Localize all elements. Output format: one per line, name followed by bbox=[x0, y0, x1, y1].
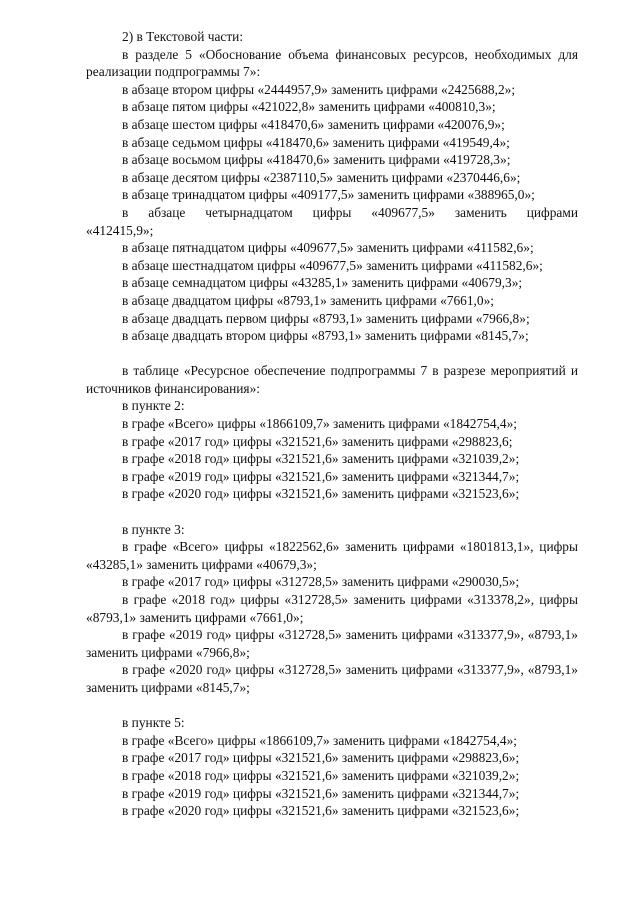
list-item: в графе «2018 год» цифры «312728,5» заменить цифрами «313378,2», цифры «8793,1» заменить цифрами «7661,0»; bbox=[86, 592, 578, 625]
list-item: в абзаце десятом цифры «2387110,5» заменить цифрами «2370446,6»; bbox=[122, 169, 521, 185]
list-item: в абзаце двадцать первом цифры «8793,1» заменить цифрами «7966,8»; bbox=[122, 310, 530, 326]
spacer bbox=[86, 345, 578, 363]
list-item: в абзаце втором цифры «2444957,9» заменить цифрами «2425688,2»; bbox=[122, 81, 516, 97]
list-item: в графе «Всего» цифры «1866109,7» заменить цифрами «1842754,4»; bbox=[122, 732, 517, 748]
list-item: в абзаце тринадцатом цифры «409177,5» заменить цифрами «388965,0»; bbox=[122, 187, 535, 203]
list-item: в абзаце шестом цифры «418470,6» заменить цифрами «420076,9»; bbox=[122, 116, 505, 132]
list-item-part: «412415,9»; bbox=[86, 222, 154, 238]
list-item: в графе «2020 год» цифры «312728,5» заменить цифрами «313377,9», «8793,1» заменить цифрами «8145,7»; bbox=[86, 662, 578, 695]
document-page bbox=[86, 28, 578, 820]
list-item: в графе «2019 год» цифры «321521,6» заменить цифрами «321344,7»; bbox=[122, 468, 520, 484]
list-item: в абзаце пятнадцатом цифры «409677,5» заменить цифрами «411582,6»; bbox=[122, 240, 534, 256]
list-item: в графе «2020 год» цифры «321521,6» заменить цифрами «321523,6»; bbox=[122, 803, 520, 819]
section-heading: 2) в Текстовой части: bbox=[122, 29, 244, 44]
list-item: в графе «2019 год» цифры «321521,6» заменить цифрами «321344,7»; bbox=[122, 785, 520, 801]
list-item: в абзаце восьмом цифры «418470,6» заменить цифрами «419728,3»; bbox=[122, 152, 511, 168]
point-heading: в пункте 5: bbox=[122, 715, 185, 731]
point-heading: в пункте 3: bbox=[122, 521, 185, 537]
list-item: в графе «2017 год» цифры «321521,6» заменить цифрами «298823,6»; bbox=[122, 750, 520, 766]
list-item: в графе «Всего» цифры «1822562,6» заменить цифрами «1801813,1», цифры «43285,1» заменить цифрами «40679,3»; bbox=[86, 539, 578, 572]
section-intro: в разделе 5 «Обоснование объема финансовых ресурсов, необходимых для реализации подпрограммы 7»: bbox=[86, 46, 578, 80]
list-item: в абзаце двадцатом цифры «8793,1» заменить цифрами «7661,0»; bbox=[122, 292, 495, 308]
list-item: в графе «2018 год» цифры «321521,6» заменить цифрами «321039,2»; bbox=[122, 767, 520, 783]
list-item: в графе «2017 год» цифры «321521,6» заменить цифрами «298823,6; bbox=[122, 433, 513, 449]
spacer bbox=[86, 503, 578, 521]
list-item-part: в абзаце четырнадцатом цифры «409677,5» заменить цифрами bbox=[122, 204, 578, 220]
list-item: в графе «2017 год» цифры «312728,5» заменить цифрами «290030,5»; bbox=[122, 574, 520, 590]
list-item: в графе «2020 год» цифры «321521,6» заменить цифрами «321523,6»; bbox=[122, 486, 520, 502]
list-item: в графе «Всего» цифры «1866109,7» заменить цифрами «1842754,4»; bbox=[122, 416, 517, 432]
list-item: в абзаце двадцать втором цифры «8793,1» заменить цифрами «8145,7»; bbox=[122, 328, 529, 344]
point-heading: в пункте 2: bbox=[122, 398, 185, 414]
spacer bbox=[86, 697, 578, 715]
table-intro: в таблице «Ресурсное обеспечение подпрограммы 7 в разрезе мероприятий и источников финансирования»: bbox=[86, 363, 578, 396]
list-item: в графе «2018 год» цифры «321521,6» заменить цифрами «321039,2»; bbox=[122, 451, 520, 467]
list-item: в абзаце семнадцатом цифры «43285,1» заменить цифрами «40679,3»; bbox=[122, 275, 523, 291]
list-item: в абзаце шестнадцатом цифры «409677,5» заменить цифрами «411582,6»; bbox=[122, 257, 543, 273]
list-item: в абзаце седьмом цифры «418470,6» заменить цифрами «419549,4»; bbox=[122, 134, 510, 150]
list-item: в абзаце пятом цифры «421022,8» заменить цифрами «400810,3»; bbox=[122, 99, 496, 115]
list-item: в графе «2019 год» цифры «312728,5» заменить цифрами «313377,9», «8793,1» заменить цифрами «7966,8»; bbox=[86, 627, 578, 660]
